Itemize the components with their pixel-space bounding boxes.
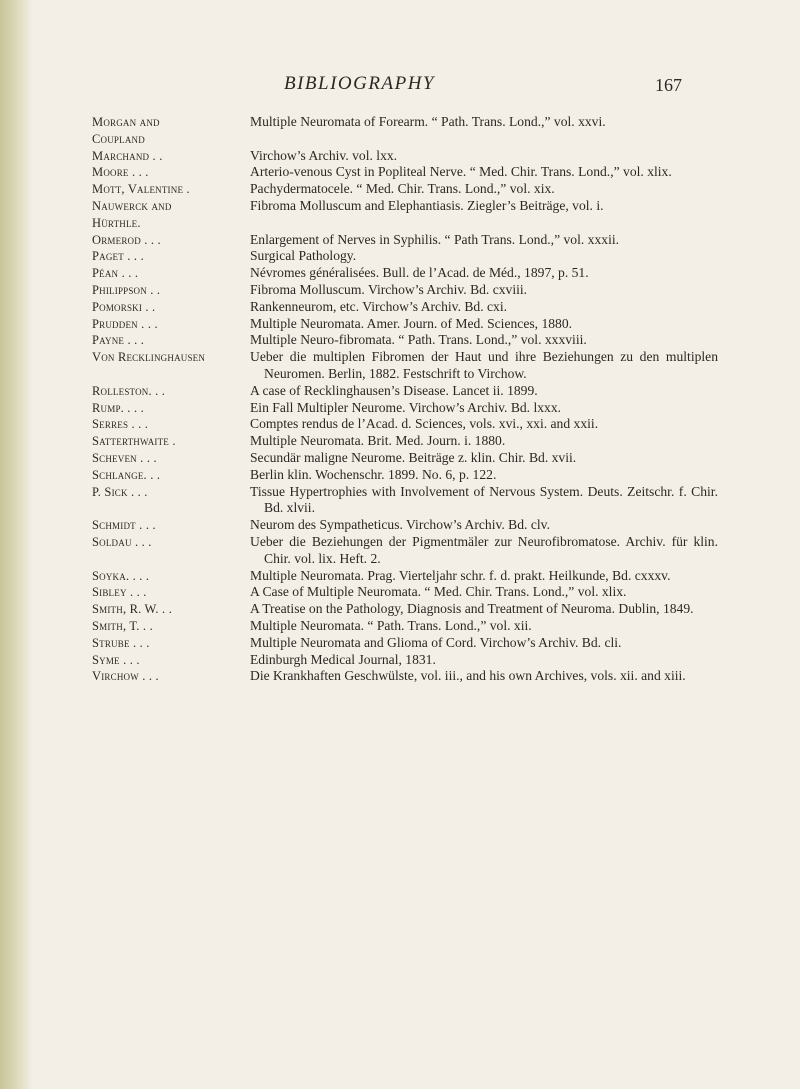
- entry-author: Sibley . . .: [92, 585, 147, 600]
- entry-citation: Pachydermatocele. “ Med. Chir. Trans. Lond.,” vol. xix.: [250, 181, 555, 197]
- bibliography-entry: [92, 652, 732, 669]
- bibliography-entry: [92, 534, 732, 568]
- bibliography-entry: [92, 400, 732, 417]
- entry-author: Nauwerck and Hürthle.: [92, 198, 172, 230]
- entry-author: Serres . . .: [92, 417, 149, 432]
- page-header: [0, 73, 800, 97]
- bibliography-entry: [92, 114, 732, 148]
- entry-citation: Virchow’s Archiv. vol. lxx.: [250, 147, 398, 163]
- entry-author: Paget . . .: [92, 249, 144, 264]
- bibliography-entry: [92, 198, 732, 232]
- entry-citation: Multiple Neuromata. Brit. Med. Journ. i. 1880.: [250, 433, 506, 449]
- entry-citation: Surgical Pathology.: [250, 248, 357, 264]
- bibliography-entry: [92, 282, 732, 299]
- entry-citation: Neurom des Sympatheticus. Virchow’s Archiv. Bd. clv.: [250, 517, 550, 533]
- bibliography-list: [92, 114, 732, 685]
- entry-citation: Comptes rendus de l’Acad. d. Sciences, vols. xvi., xxi. and xxii.: [250, 416, 599, 432]
- bibliography-entry: [92, 635, 732, 652]
- page-gutter: [0, 0, 32, 1089]
- entry-citation: A Treatise on the Pathology, Diagnosis and Treatment of Neuroma. Dublin, 1849.: [250, 601, 694, 617]
- entry-author: Rolleston. . .: [92, 383, 166, 398]
- entry-author: Marchand . .: [92, 148, 163, 163]
- bibliography-entry: [92, 299, 732, 316]
- running-head: BIBLIOGRAPHY: [284, 73, 435, 94]
- bibliography-entry: [92, 164, 732, 181]
- entry-citation: Multiple Neuro-fibromata. “ Path. Trans. Lond.,” vol. xxxviii.: [250, 332, 587, 348]
- entry-author: Philippson . .: [92, 282, 161, 297]
- bibliography-entry: [92, 316, 732, 333]
- entry-citation: Ein Fall Multipler Neurome. Virchow’s Archiv. Bd. lxxx.: [250, 399, 562, 415]
- bibliography-entry: [92, 332, 732, 349]
- entry-citation: Secundär maligne Neurome. Beiträge z. klin. Chir. Bd. xvii.: [250, 449, 577, 465]
- entry-author: Soyka. . . .: [92, 568, 150, 583]
- entry-author: Payne . . .: [92, 333, 145, 348]
- bibliography-entry: [92, 517, 732, 534]
- entry-citation: Ueber die multiplen Fibromen der Haut und ihre Beziehungen zu den multiplen Neuromen. Berlin, 1882. Festschrift to Virchow.: [250, 349, 718, 381]
- entry-author: Prudden . . .: [92, 316, 158, 331]
- entry-author: Ormerod . . .: [92, 232, 161, 247]
- entry-author: Smith, T. . .: [92, 618, 153, 633]
- entry-citation: Enlargement of Nerves in Syphilis. “ Path Trans. Lond.,” vol. xxxii.: [250, 231, 620, 247]
- entry-author: Schmidt . . .: [92, 518, 156, 533]
- entry-citation: A Case of Multiple Neuromata. “ Med. Chir. Trans. Lond.,” vol. xlix.: [250, 584, 627, 600]
- entry-citation: Multiple Neuromata of Forearm. “ Path. Trans. Lond.,” vol. xxvi.: [250, 114, 606, 129]
- bibliography-entry: [92, 433, 732, 450]
- entry-author: Mott, Valentine .: [92, 182, 190, 197]
- entry-author: Moore . . .: [92, 165, 149, 180]
- bibliography-entry: [92, 484, 732, 518]
- entry-author: Péan . . .: [92, 266, 139, 281]
- bibliography-entry: [92, 568, 732, 585]
- entry-citation: Fibroma Molluscum and Elephantiasis. Ziegler’s Beiträge, vol. i.: [250, 197, 604, 213]
- entry-citation: A case of Recklinghausen’s Disease. Lancet ii. 1899.: [250, 382, 538, 398]
- entry-citation: Fibroma Molluscum. Virchow’s Archiv. Bd. cxviii.: [250, 281, 528, 297]
- entry-citation: Ueber die Beziehungen der Pigmentmäler zur Neurofibromatose. Archiv. für klin. Chir. vol. lix. Heft. 2.: [250, 533, 718, 566]
- entry-author: Rump. . . .: [92, 400, 144, 415]
- entry-author: Virchow . . .: [92, 669, 159, 684]
- entry-citation: Multiple Neuromata. Amer. Journ. of Med. Sciences, 1880.: [250, 315, 573, 331]
- bibliography-entry: [92, 383, 732, 400]
- entry-citation: Edinburgh Medical Journal, 1831.: [250, 651, 436, 667]
- entry-author: P. Sick . . .: [92, 484, 148, 499]
- entry-citation: Névromes généralisées. Bull. de l’Acad. de Méd., 1897, p. 51.: [250, 265, 589, 281]
- entry-author: Strube . . .: [92, 635, 150, 650]
- bibliography-entry: [92, 450, 732, 467]
- bibliography-entry: [92, 668, 732, 685]
- bibliography-entry: [92, 181, 732, 198]
- entry-citation: Arterio-venous Cyst in Popliteal Nerve. “ Med. Chir. Trans. Lond.,” vol. xlix.: [250, 164, 672, 180]
- entry-citation: Multiple Neuromata and Glioma of Cord. Virchow’s Archiv. Bd. cli.: [250, 634, 622, 650]
- entry-author: Pomorski . .: [92, 299, 156, 314]
- entry-author: Schlange. . .: [92, 467, 161, 482]
- bibliography-entry: [92, 618, 732, 635]
- entry-citation: Rankenneurom, etc. Virchow’s Archiv. Bd. cxi.: [250, 298, 508, 314]
- bibliography-entry: [92, 265, 732, 282]
- entry-author: Soldau . . .: [92, 534, 152, 549]
- bibliography-entry: [92, 248, 732, 265]
- bibliography-entry: [92, 467, 732, 484]
- entry-citation: Multiple Neuromata. “ Path. Trans. Lond.,” vol. xii.: [250, 617, 532, 633]
- entry-author: Syme . . .: [92, 652, 140, 667]
- bibliography-entry: [92, 416, 732, 433]
- bibliography-entry: [92, 148, 732, 165]
- page-number: 167: [655, 75, 682, 95]
- entry-author: Smith, R. W. . .: [92, 602, 173, 617]
- entry-citation: Tissue Hypertrophies with Involvement of Nervous System. Deuts. Zeitschr. f. Chir. Bd. xlvii.: [250, 483, 718, 516]
- entry-author: Satterthwaite .: [92, 434, 176, 449]
- entry-author: Von Recklinghausen: [92, 350, 206, 365]
- bibliography-entry: [92, 232, 732, 249]
- entry-citation: Berlin klin. Wochenschr. 1899. No. 6, p. 122.: [250, 466, 497, 482]
- entry-author: Scheven . . .: [92, 450, 157, 465]
- entry-citation: Multiple Neuromata. Prag. Vierteljahr schr. f. d. prakt. Heilkunde, Bd. cxxxv.: [250, 567, 671, 583]
- bibliography-entry: [92, 349, 732, 383]
- bibliography-entry: [92, 601, 732, 618]
- bibliography-entry: [92, 584, 732, 601]
- entry-author: Morgan and Coupland: [92, 115, 160, 146]
- entry-citation: Die Krankhaften Geschwülste, vol. iii., and his own Archives, vols. xii. and xiii.: [250, 668, 686, 684]
